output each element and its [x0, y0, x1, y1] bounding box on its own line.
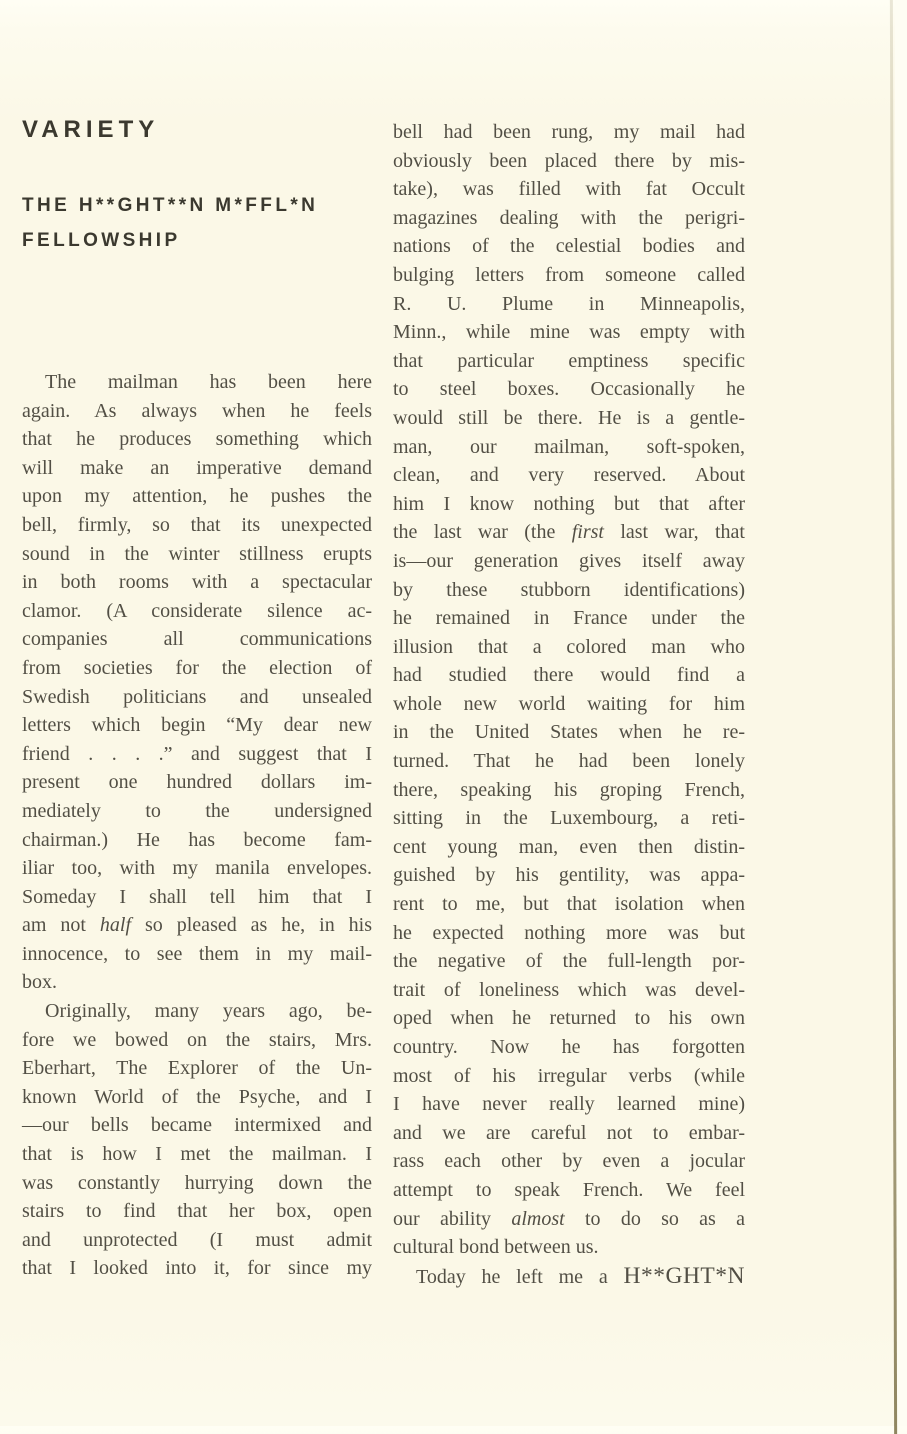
- text-line: clamor. (A considerate silence ac-: [22, 599, 372, 622]
- text-line: the negative of the full-length por-: [393, 950, 745, 973]
- text-segment-large: H**GHT*N: [623, 1262, 745, 1289]
- text-line: whole new world waiting for him: [393, 692, 745, 715]
- text-line: illusion that a colored man who: [393, 635, 745, 658]
- text-line: clean, and very reserved. About: [393, 464, 745, 487]
- text-segment: our ability: [393, 1207, 512, 1230]
- text-line: most of his irregular verbs (while: [393, 1064, 745, 1087]
- text-line: that particular emptiness specific: [393, 349, 745, 372]
- text-line: nations of the celestial bodies and: [393, 235, 745, 258]
- text-line: I have never really learned mine): [393, 1093, 745, 1116]
- text-line: to steel boxes. Occasionally he: [393, 378, 745, 401]
- text-line: stairs to find that her box, open: [22, 1200, 372, 1223]
- text-line: letters which begin “My dear new: [22, 714, 372, 737]
- text-line: would still be there. He is a gentle-: [393, 406, 745, 429]
- article-title-line-2: FELLOWSHIP: [22, 230, 181, 251]
- column-left: [22, 368, 372, 1283]
- text-line: was constantly hurrying down the: [22, 1171, 372, 1194]
- text-line: magazines dealing with the perigri-: [393, 206, 745, 229]
- text-line: country. Now he has forgotten: [393, 1036, 745, 1058]
- text-line: [393, 1262, 745, 1292]
- text-line: and we are careful not to embar-: [393, 1121, 745, 1144]
- text-line: turned. That he had been lonely: [393, 750, 745, 773]
- text-line: he expected nothing more was but: [393, 921, 745, 944]
- text-line: fore we bowed on the stairs, Mrs.: [22, 1028, 372, 1051]
- text-line: Minn., while mine was empty with: [393, 321, 745, 344]
- text-line: in both rooms with a spectacular: [22, 571, 372, 594]
- text-line: upon my attention, he pushes the: [22, 485, 372, 508]
- text-line: cultural bond between us.: [393, 1236, 599, 1259]
- section-heading: VARIETY: [22, 116, 160, 143]
- text-segment: the last war (the: [393, 521, 572, 544]
- text-segment-italic: half: [99, 914, 132, 937]
- text-segment: last war, that: [603, 521, 745, 544]
- text-line: by these stubborn identifications): [393, 578, 745, 601]
- text-line: that is how I met the mailman. I: [22, 1143, 372, 1166]
- text-line: Originally, many years ago, be-: [45, 1000, 372, 1023]
- text-line: cent young man, even then distin-: [393, 835, 745, 858]
- text-line: chairman.) He has become fam-: [22, 828, 372, 851]
- text-segment-italic: first: [571, 521, 604, 544]
- text-line: attempt to speak French. We feel: [393, 1178, 745, 1201]
- text-line: sitting in the Luxembourg, a reti-: [393, 807, 745, 830]
- text-segment: Today he left me a: [416, 1265, 624, 1288]
- text-line: that he produces something which: [22, 428, 372, 451]
- text-line: will make an imperative demand: [22, 456, 372, 479]
- text-line: rass each other by even a jocular: [393, 1150, 745, 1173]
- text-line: that I looked into it, for since my: [22, 1257, 372, 1280]
- text-line: from societies for the election of: [22, 656, 372, 679]
- text-line: in the United States when he re-: [393, 721, 745, 744]
- text-line: sound in the winter stillness erupts: [22, 542, 372, 565]
- text-line: present one hundred dollars im-: [22, 771, 372, 794]
- text-line: mediately to the undersigned: [22, 799, 372, 822]
- text-line: bell had been rung, my mail had: [393, 121, 745, 143]
- text-line: bulging letters from someone called: [393, 263, 745, 286]
- text-line: there, speaking his groping French,: [393, 778, 745, 801]
- text-line: oped when he returned to his own: [393, 1007, 745, 1030]
- text-line: iliar too, with my manila envelopes.: [22, 857, 372, 880]
- text-line: take), was filled with fat Occult: [393, 178, 745, 201]
- text-line: is—our generation gives itself away: [393, 549, 745, 572]
- column-right: [393, 118, 745, 1291]
- text-line: box.: [22, 971, 57, 994]
- text-line: he remained in France under the: [393, 607, 745, 630]
- text-line: bell, firmly, so that its unexpected: [22, 513, 372, 536]
- text-line: companies all communications: [22, 628, 372, 651]
- text-line: Eberhart, The Explorer of the Un-: [22, 1057, 372, 1080]
- text-line: obviously been placed there by mis-: [393, 149, 745, 172]
- text-line: [22, 911, 372, 940]
- text-line: [393, 518, 745, 547]
- text-line: him I know nothing but that after: [393, 492, 745, 515]
- text-line: The mailman has been here: [45, 371, 372, 393]
- text-line: had studied there would find a: [393, 664, 745, 687]
- text-line: Someday I shall tell him that I: [22, 885, 372, 908]
- text-line: innocence, to see them in my mail-: [22, 942, 372, 965]
- text-segment: am not: [22, 914, 100, 937]
- text-line: Swedish politicians and unsealed: [22, 685, 372, 708]
- text-line: again. As always when he feels: [22, 399, 372, 422]
- text-segment-italic: almost: [511, 1207, 565, 1230]
- text-segment: so pleased as he, in his: [131, 914, 372, 937]
- article-title: [22, 188, 318, 258]
- text-line: rent to me, but that isolation when: [393, 893, 745, 916]
- text-line: man, our mailman, soft-spoken,: [393, 435, 745, 458]
- text-line: R. U. Plume in Minneapolis,: [393, 292, 745, 315]
- article-title-line-1: THE H**GHT**N M*FFL*N: [22, 195, 319, 216]
- text-line: trait of loneliness which was devel-: [393, 978, 745, 1001]
- text-line: [393, 1205, 745, 1234]
- text-line: —our bells became intermixed and: [22, 1114, 372, 1137]
- next-page-edge: [895, 0, 907, 1426]
- text-line: friend . . . .” and suggest that I: [22, 742, 372, 765]
- text-segment: to do so as a: [564, 1207, 745, 1230]
- text-line: and unprotected (I must admit: [22, 1228, 372, 1251]
- text-line: known World of the Psyche, and I: [22, 1085, 372, 1108]
- text-line: guished by his gentility, was appa-: [393, 864, 745, 887]
